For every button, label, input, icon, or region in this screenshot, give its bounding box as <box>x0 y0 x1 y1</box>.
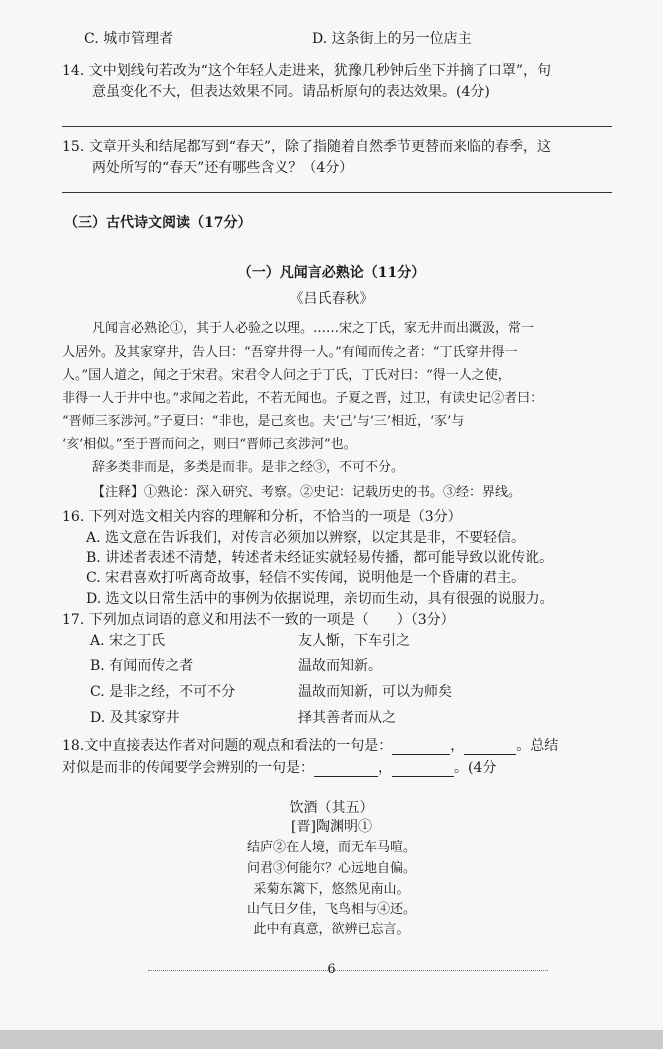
q14-line1: 14. 文中划线句若改为“这个年轻人走进来，犹豫几秒钟后坐下并摘了口罩”，句 <box>62 63 552 79</box>
q18-line1-text: 18.文中直接表达作者对问题的观点和看法的一句是： <box>62 738 393 754</box>
poem-line-3: 采菊东篱下，悠然见南山。 <box>253 882 410 897</box>
q17-row-b-right: 温故而知新。 <box>298 658 382 674</box>
q17-row-a-left: A. 宋之丁氏 <box>90 633 166 649</box>
passage-line-5: “晋师三豕涉河。”子夏曰：“非也，是己亥也。夫‘己’与‘三’相近，‘豕’与 <box>62 414 465 429</box>
answer-line-q15 <box>62 192 612 193</box>
poem-line-1: 结庐②在人境，而无车马喧。 <box>246 840 416 855</box>
q17-row-b-left: B. 有闻而传之者 <box>90 658 194 674</box>
passage-title: （一）凡闻言必熟论（11分） <box>237 265 426 281</box>
q15-line1: 15. 文章开头和结尾都写到“春天”，除了指随着自然季节更替而来临的春季，这 <box>62 139 552 155</box>
q16-option-d: D. 选文以日常生活中的事例为依据说理，亲切而生动，具有很强的说服力。 <box>86 591 554 607</box>
passage-line-6: ‘亥’相似。”至于晋而问之，则曰“晋师己亥涉河”也。 <box>62 437 357 452</box>
poem-author: [晋]陶渊明① <box>291 819 372 835</box>
q18-line2 <box>62 759 496 777</box>
poem-line-5: 此中有真意，欲辨已忘言。 <box>253 922 410 937</box>
passage-note: 【注释】①熟论：深入研究、考察。②史记：记载历史的书。③经：界线。 <box>92 485 522 500</box>
q17-row-c-left: C. 是非之经，不可不分 <box>90 684 236 700</box>
q18-blank-3[interactable] <box>314 762 378 777</box>
q18-line1 <box>62 737 558 755</box>
q15-line2: 两处所写的“春天”还有哪些含义？（4分） <box>92 160 354 176</box>
option-d: D. 这条街上的另一位店主 <box>312 31 472 47</box>
passage-line-7: 辞多类非而是，多类是而非。是非之经③，不可不分。 <box>92 460 405 475</box>
poem-line-2: 问君③何能尔？心远地自偏。 <box>246 861 416 876</box>
poem-line-4: 山气日夕佳，飞鸟相与④还。 <box>246 902 416 917</box>
q17-row-d-left: D. 及其家穿井 <box>90 710 180 726</box>
q16-stem: 16. 下列对选文相关内容的理解和分析，不恰当的一项是（3分） <box>62 509 462 525</box>
q16-option-c: C. 宋君喜欢打听离奇故事，轻信不实传闻，说明他是一个昏庸的君主。 <box>86 570 526 586</box>
section-title: （三）古代诗文阅读（17分） <box>64 215 252 231</box>
option-c: C. 城市管理者 <box>84 31 174 47</box>
passage-line-3: 人。”国人道之，闻之于宋君。宋君令人问之于丁氏，丁氏对曰：“得一人之使， <box>62 368 511 383</box>
passage-line-2: 人居外。及其家穿井，告人曰：“吾穿井得一人。”有闻而传之者：“丁氏穿井得一 <box>62 345 518 360</box>
page-number: 6 <box>327 962 336 977</box>
q17-stem: 17. 下列加点词语的意义和用法不一致的一项是（ ）（3分） <box>62 612 455 628</box>
q17-row-c-right: 温故而知新，可以为师矣 <box>298 684 452 700</box>
answer-line-q14 <box>62 126 612 127</box>
q18-blank-1[interactable] <box>392 740 450 755</box>
passage-source: 《吕氏春秋》 <box>289 291 374 307</box>
q18-line2-sep: ， <box>378 760 392 776</box>
q18-line2-end: 。(4分 <box>454 760 497 776</box>
scan-bottom-band <box>0 1030 663 1049</box>
q17-row-d-right: 择其善者而从之 <box>298 710 396 726</box>
q18-blank-4[interactable] <box>392 762 454 777</box>
q18-blank-2[interactable] <box>464 740 516 755</box>
q18-line1-end: 。总结 <box>516 738 559 754</box>
q18-line1-sep: ， <box>450 738 465 754</box>
q14-line2: 意虽变化不大，但表达效果不同。请品析原句的表达效果。(4分) <box>92 84 490 100</box>
q16-option-b: B. 讲述者表述不清楚，转述者未经证实就轻易传播，都可能导致以讹传讹。 <box>86 550 554 566</box>
q18-line2-text: 对似是而非的传闻要学会辨别的一句是： <box>62 760 314 776</box>
q16-option-a: A. 选文意在告诉我们，对传言必须加以辨察，以定其是非，不要轻信。 <box>86 530 526 546</box>
poem-title: 饮酒（其五） <box>289 800 374 816</box>
q17-row-a-right: 友人惭，下车引之 <box>298 633 410 649</box>
passage-line-4: 非得一人于井中也。”求闻之若此，不若无闻也。子夏之晋，过卫，有读史记②者曰： <box>62 391 544 406</box>
passage-line-1: 凡闻言必熟论①，其于人必验之以理。……宋之丁氏，家无井而出溉汲，常一 <box>92 321 535 336</box>
